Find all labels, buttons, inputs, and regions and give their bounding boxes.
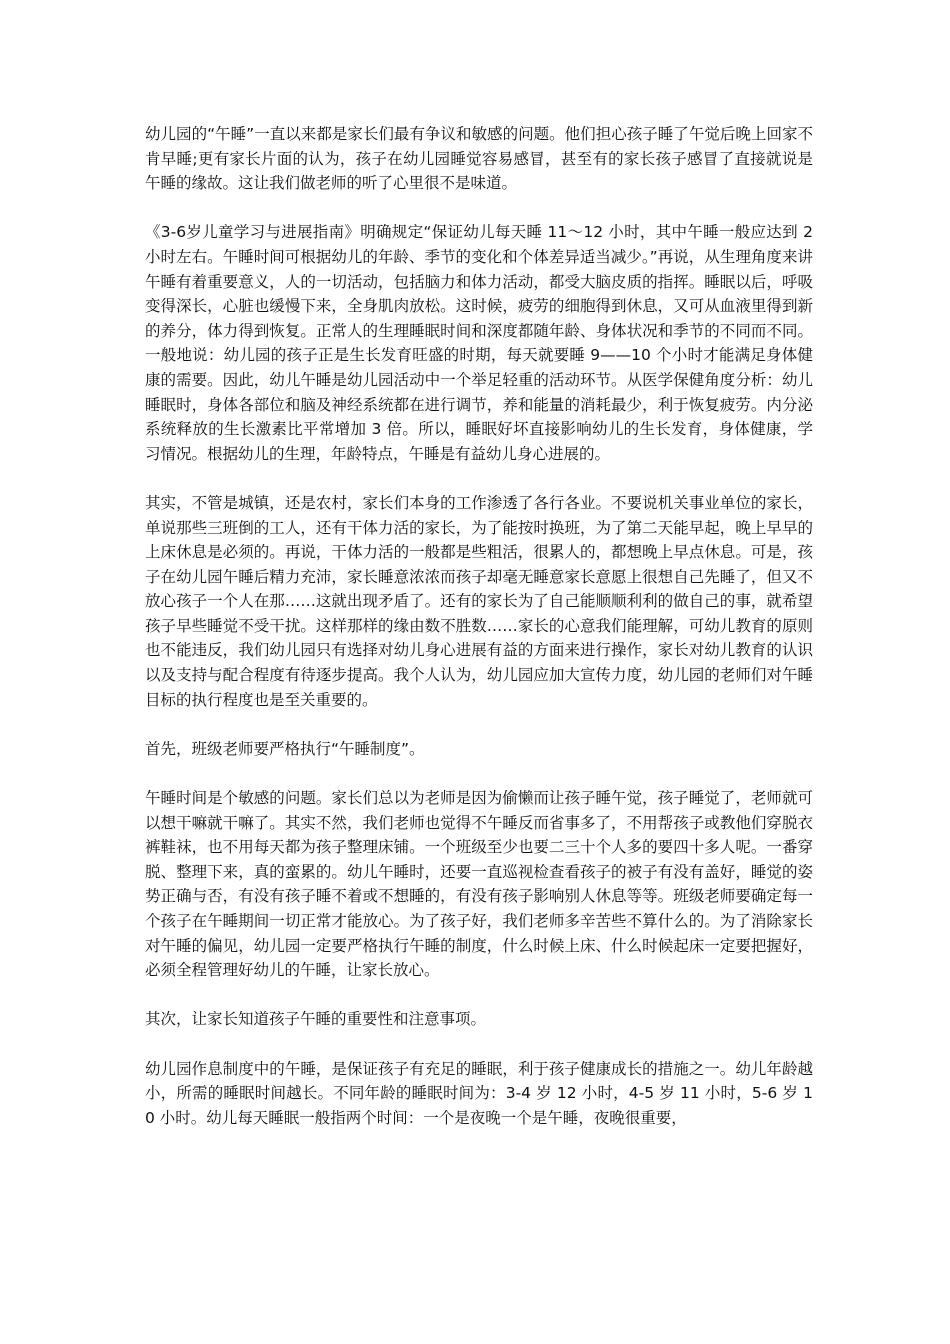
- paragraph-intro: 幼儿园的“午睡”一直以来都是家长们最有争议和敏感的问题。他们担心孩子睡了午觉后晚上回家不肯早睡;更有家长片面的认为，孩子在幼儿园睡觉容易感冒，甚至有的家长孩子感冒了直接就说是午睡的缘故。这让我们做老师的听了心里很不是味道。: [145, 125, 813, 193]
- paragraph-second-point: 其次，让家长知道孩子午睡的重要性和注意事项。: [145, 1010, 487, 1029]
- paragraph-parents-work: 其实，不管是城镇，还是农村，家长们本身的工作渗透了各行各业。不要说机关事业单位的家长，单说那些三班倒的工人，还有干体力活的家长，为了能按时换班，为了第二天能早起，晚上早早的上床休息是必须的。再说，干体力活的一般都是些粗活，很累人的，都想晚上早点休息。可是，孩子在幼儿园午睡后精力充沛，家长睡意浓浓而孩子却毫无睡意家长意愿上很想自己先睡了，但又不放心孩子一个人在那……这就出现矛盾了。还有的家长为了自己能顺顺利利的做自己的事，就希望孩子早些睡觉不受干扰。这样那样的缘由数不胜数……家长的心意我们能理解，可幼儿教育的原则也不能违反，我们幼儿园只有选择对幼儿身心进展有益的方面来进行操作，家长对幼儿教育的认识以及支持与配合程度有待逐步提高。我个人认为，幼儿园应加大宣传力度，幼儿园的老师们对午睡目标的执行程度也是至关重要的。: [145, 493, 813, 709]
- document-body: [145, 122, 813, 1155]
- paragraph-first-point: 首先，班级老师要严格执行“午睡制度”。: [145, 739, 425, 758]
- paragraph-sleep-schedule: 幼儿园作息制度中的午睡，是保证孩子有充足的睡眠，利于孩子健康成长的措施之一。幼儿年龄越小，所需的睡眠时间越长。不同年龄的睡眠时间为：3-4 岁 12 小时，4-5 岁 11 小时，5-6 岁 10 小时。幼儿每天睡眠一般指两个时间：一个是夜晚一个是午睡，夜晚很重要，: [145, 1059, 813, 1127]
- paragraph-guideline: 《3-6岁儿童学习与进展指南》明确规定“保证幼儿每天睡 11～12 小时，其中午睡一般应达到 2 小时左右。午睡时间可根据幼儿的年龄、季节的变化和个体差异适当减少。”再说，从生理角度来讲午睡有着重要意义，人的一切活动，包括脑力和体力活动，都受大脑皮质的指挥。睡眠以后，呼吸变得深长，心脏也缓慢下来，全身肌肉放松。这时候，疲劳的细胞得到休息，又可从血液里得到新的养分，体力得到恢复。正常人的生理睡眠时间和深度都随年龄、身体状况和季节的不同而不同。一般地说：幼儿园的孩子正是生长发育旺盛的时期，每天就要睡 9——10 个小时才能满足身体健康的需要。因此，幼儿午睡是幼儿园活动中一个举足轻重的活动环节。从医学保健角度分析：幼儿睡眠时，身体各部位和脑及神经系统都在进行调节，养和能量的消耗最少，利于恢复疲劳。内分泌系统释放的生长激素比平常增加 3 倍。所以，睡眠好坏直接影响幼儿的生长发育，身体健康，学习情况。根据幼儿的生理，年龄特点，午睡是有益幼儿身心进展的。: [145, 223, 813, 463]
- paragraph-teacher-duty: 午睡时间是个敏感的问题。家长们总以为老师是因为偷懒而让孩子睡午觉，孩子睡觉了，老师就可以想干嘛就干嘛了。其实不然，我们老师也觉得不午睡反而省事多了，不用帮孩子或教他们穿脱衣裤鞋袜，也不用每天都为孩子整理床铺。一个班级至少也要二三十个人多的要四十多人呢。一番穿脱、整理下来，真的蛮累的。幼儿午睡时，还要一直巡视检查看孩子的被子有没有盖好，睡觉的姿势正确与否，有没有孩子睡不着或不想睡的，有没有孩子影响别人休息等等。班级老师要确定每一个孩子在午睡期间一切正常才能放心。为了孩子好，我们老师多辛苦些不算什么的。为了消除家长对午睡的偏见，幼儿园一定要严格执行午睡的制度，什么时候上床、什么时候起床一定要把握好，必须全程管理好幼儿的午睡，让家长放心。: [145, 789, 813, 980]
